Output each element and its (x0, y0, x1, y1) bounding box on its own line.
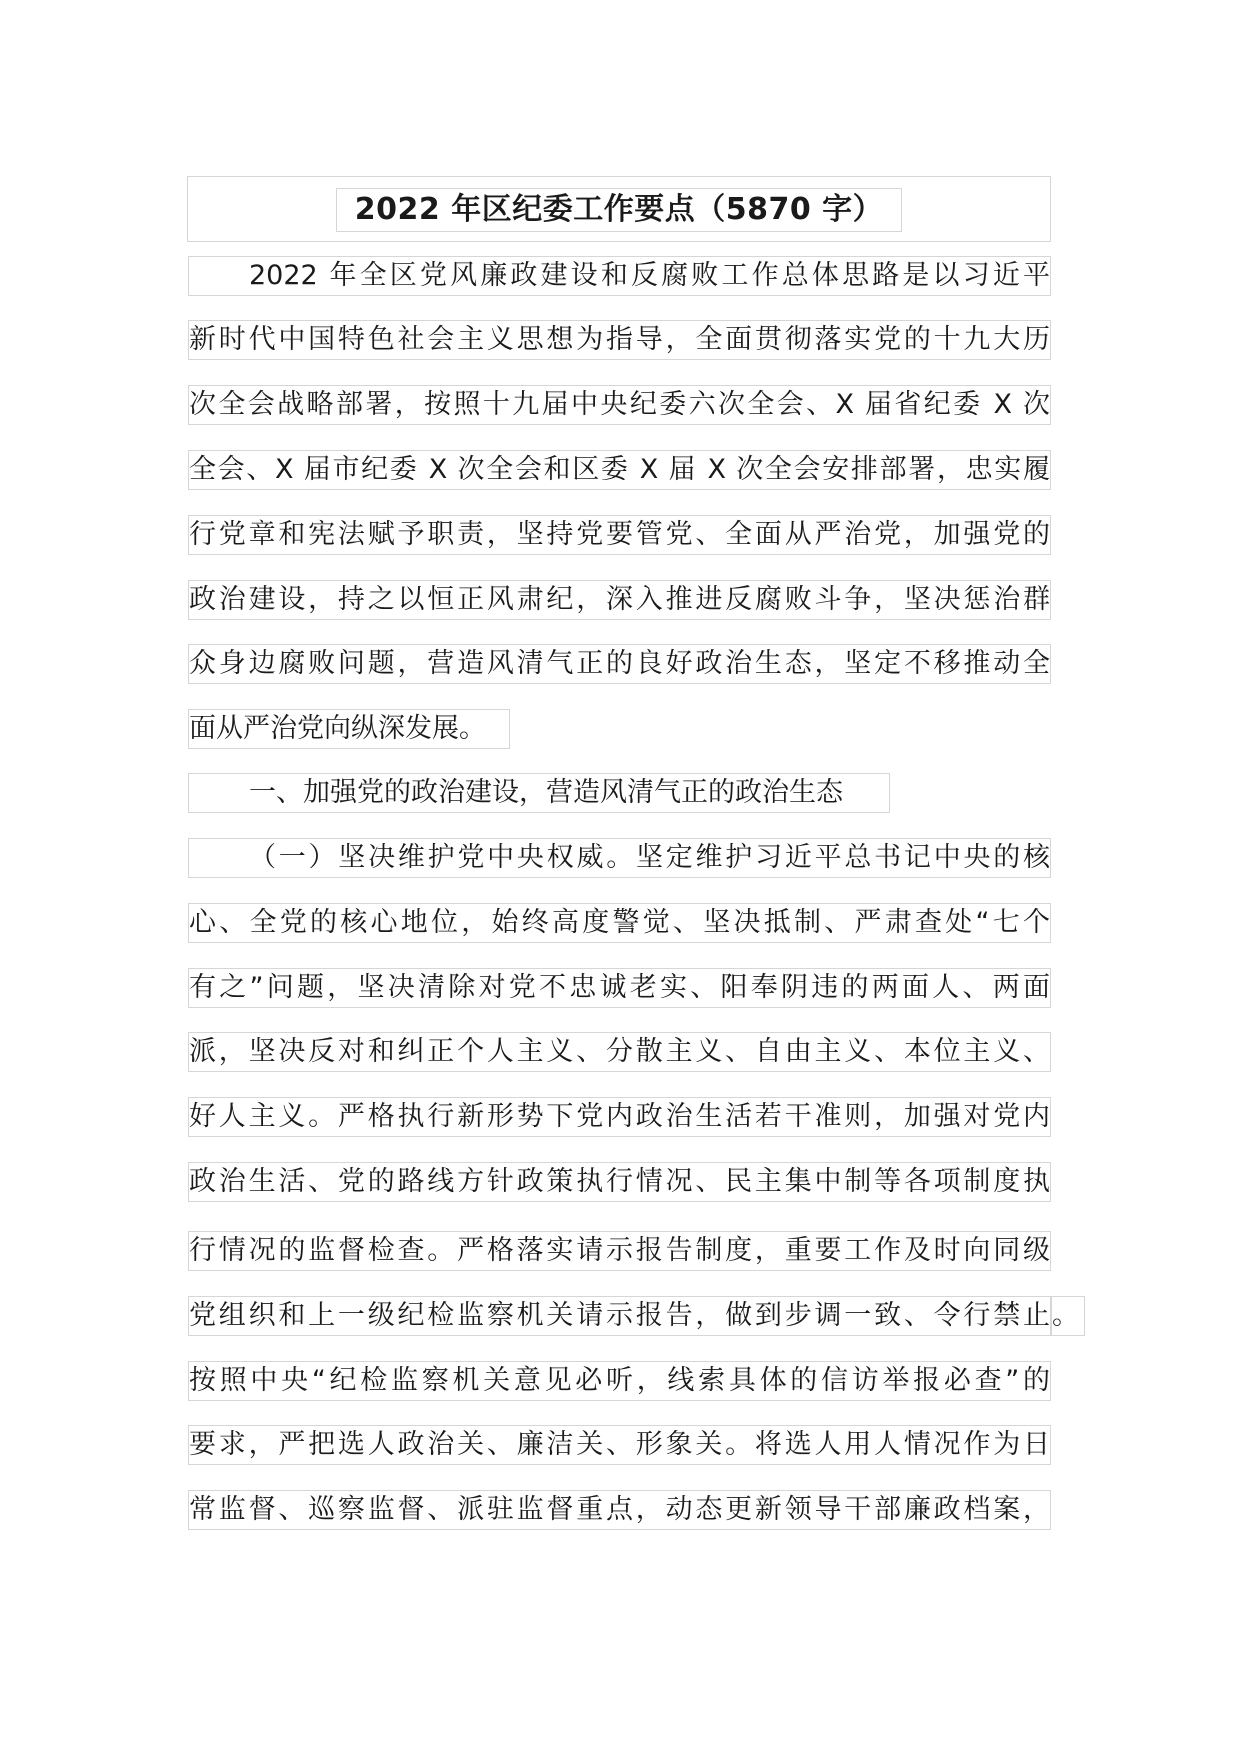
section-heading: 一、加强党的政治建设，营造风清气正的政治生态 (188, 773, 890, 813)
intro-line: 新时代中国特色社会主义思想为指导，全面贯彻落实党的十九大历 (188, 320, 1051, 360)
intro-line: 政治建设，持之以恒正风肃纪，深入推进反腐败斗争，坚决惩治群 (188, 580, 1051, 620)
section-line: 按照中央“纪检监察机关意见必听，线索具体的信访举报必查”的 (188, 1361, 1051, 1401)
section-line: 心、全党的核心地位，始终高度警觉、坚决抵制、严肃查处“七个 (188, 903, 1051, 943)
overflow-punctuation: 。 (1051, 1296, 1085, 1336)
intro-line: 次全会战略部署，按照十九届中央纪委六次全会、X 届省纪委 X 次 (188, 385, 1051, 425)
section-line: 要求，严把选人政治关、廉洁关、形象关。将选人用人情况作为日 (188, 1425, 1051, 1465)
section-line: 派，坚决反对和纠正个人主义、分散主义、自由主义、本位主义、 (188, 1032, 1051, 1072)
intro-line: 全会、X 届市纪委 X 次全会和区委 X 届 X 次全会安排部署，忠实履 (188, 450, 1051, 490)
section-line: 政治生活、党的路线方针政策执行情况、民主集中制等各项制度执 (188, 1162, 1051, 1202)
section-line: 党组织和上一级纪检监察机关请示报告，做到步调一致、令行禁止 (188, 1296, 1051, 1336)
section-line: （一）坚决维护党中央权威。坚定维护习近平总书记中央的核 (188, 838, 1051, 878)
intro-line: 2022 年全区党风廉政建设和反腐败工作总体思路是以习近平 (188, 256, 1051, 296)
section-line: 好人主义。严格执行新形势下党内政治生活若干准则，加强对党内 (188, 1097, 1051, 1137)
intro-line: 众身边腐败问题，营造风清气正的良好政治生态，坚定不移推动全 (188, 644, 1051, 684)
intro-line: 行党章和宪法赋予职责，坚持党要管党、全面从严治党，加强党的 (188, 515, 1051, 555)
section-line: 行情况的监督检查。严格落实请示报告制度，重要工作及时向同级 (188, 1231, 1051, 1271)
section-line: 常监督、巡察监督、派驻监督重点，动态更新领导干部廉政档案， (188, 1490, 1051, 1530)
document-title: 2022 年区纪委工作要点（5870 字） (336, 188, 902, 232)
intro-line-last: 面从严治党向纵深发展。 (188, 709, 510, 749)
section-line: 有之”问题，坚决清除对党不忠诚老实、阳奉阴违的两面人、两面 (188, 968, 1051, 1008)
